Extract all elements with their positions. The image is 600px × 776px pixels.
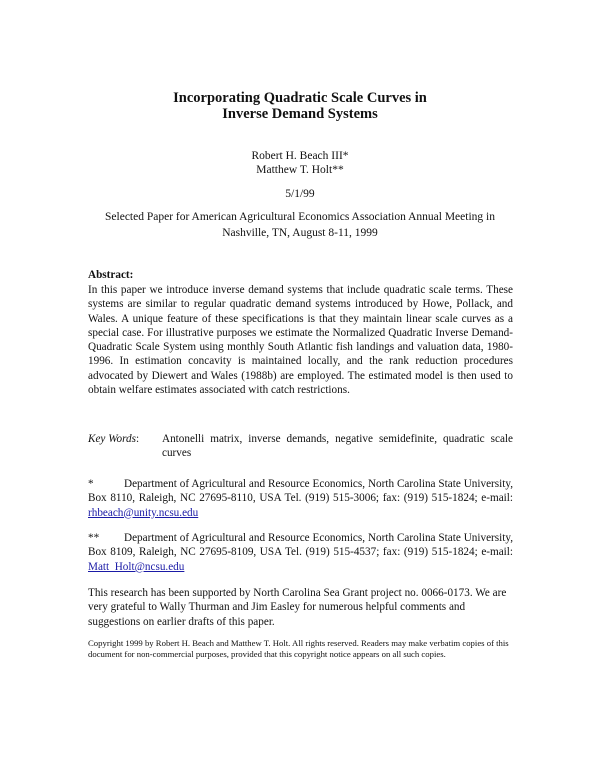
- paper-title-line-1: Incorporating Quadratic Scale Curves in: [173, 90, 427, 106]
- abstract-heading: Abstract:: [88, 269, 134, 281]
- paper-title-line-2: Inverse Demand Systems: [222, 106, 378, 122]
- abstract-body: In this paper we introduce inverse demand systems that include quadratic scale terms. These systems are similar to regular quadratic demand systems introduced by Howe, Pollack, and Wales. A unique feature of these specifications is that they maintain linear scale curves as a special case. For illustrative purposes we estimate the Normalized Quadratic Inverse Demand-Quadratic Scale System using monthly South Atlantic fish landings and valuation data, 1980-1996. In estimation concavity is maintained locally, and the rank reduction procedures advocated by Diewert and Wales (1988b) are employed. The estimated model is then used to obtain welfare estimates associated with catch restrictions.: [88, 284, 513, 397]
- selected-paper-line-1: Selected Paper for American Agricultural Economics Association Annual Meeting in: [105, 211, 495, 223]
- copyright-notice: Copyright 1999 by Robert H. Beach and Matthew T. Holt. All rights reserved. Readers may make verbatim copies of this document for non-commercial purposes, provided that this copyright notice appears on all such copies.: [88, 638, 509, 659]
- selected-paper-line-2: Nashville, TN, August 8-11, 1999: [222, 227, 378, 239]
- keywords-text: Antonelli matrix, inverse demands, negative semidefinite, quadratic scale curves: [162, 433, 513, 460]
- footnote-author-1: [88, 477, 513, 520]
- footnote-author-2: [88, 531, 513, 574]
- email-link-2[interactable]: Matt_Holt@ncsu.edu: [88, 560, 185, 573]
- footnote-mark-1: *: [88, 478, 94, 490]
- keywords-label: Key Words: [88, 433, 136, 445]
- keywords-label-wrap: [88, 432, 158, 446]
- footnote-text-1: Department of Agricultural and Resource Economics, North Carolina State University, Box 8110, Raleigh, NC 27695-8110, USA Tel. (919) 515-3006; fax: (919) 515-1824; e-mail:: [88, 478, 513, 505]
- author-1: Robert H. Beach III*: [251, 150, 349, 162]
- email-link-1[interactable]: rhbeach@unity.ncsu.edu: [88, 506, 199, 519]
- paper-date: 5/1/99: [285, 188, 315, 200]
- keywords-colon: :: [135, 433, 140, 445]
- footnote-text-2: Department of Agricultural and Resource Economics, North Carolina State University, Box 8109, Raleigh, NC 27695-8109, USA Tel. (919) 515-4537; fax: (919) 515-1824; e-mail:: [88, 532, 513, 559]
- author-2: Matthew T. Holt**: [256, 164, 344, 176]
- acknowledgement: This research has been supported by North Carolina Sea Grant project no. 0066-0173. We are very grateful to Wally Thurman and Jim Easley for numerous helpful comments and suggestions on earlier drafts of this paper.: [88, 587, 507, 628]
- footnote-mark-2: **: [88, 532, 100, 544]
